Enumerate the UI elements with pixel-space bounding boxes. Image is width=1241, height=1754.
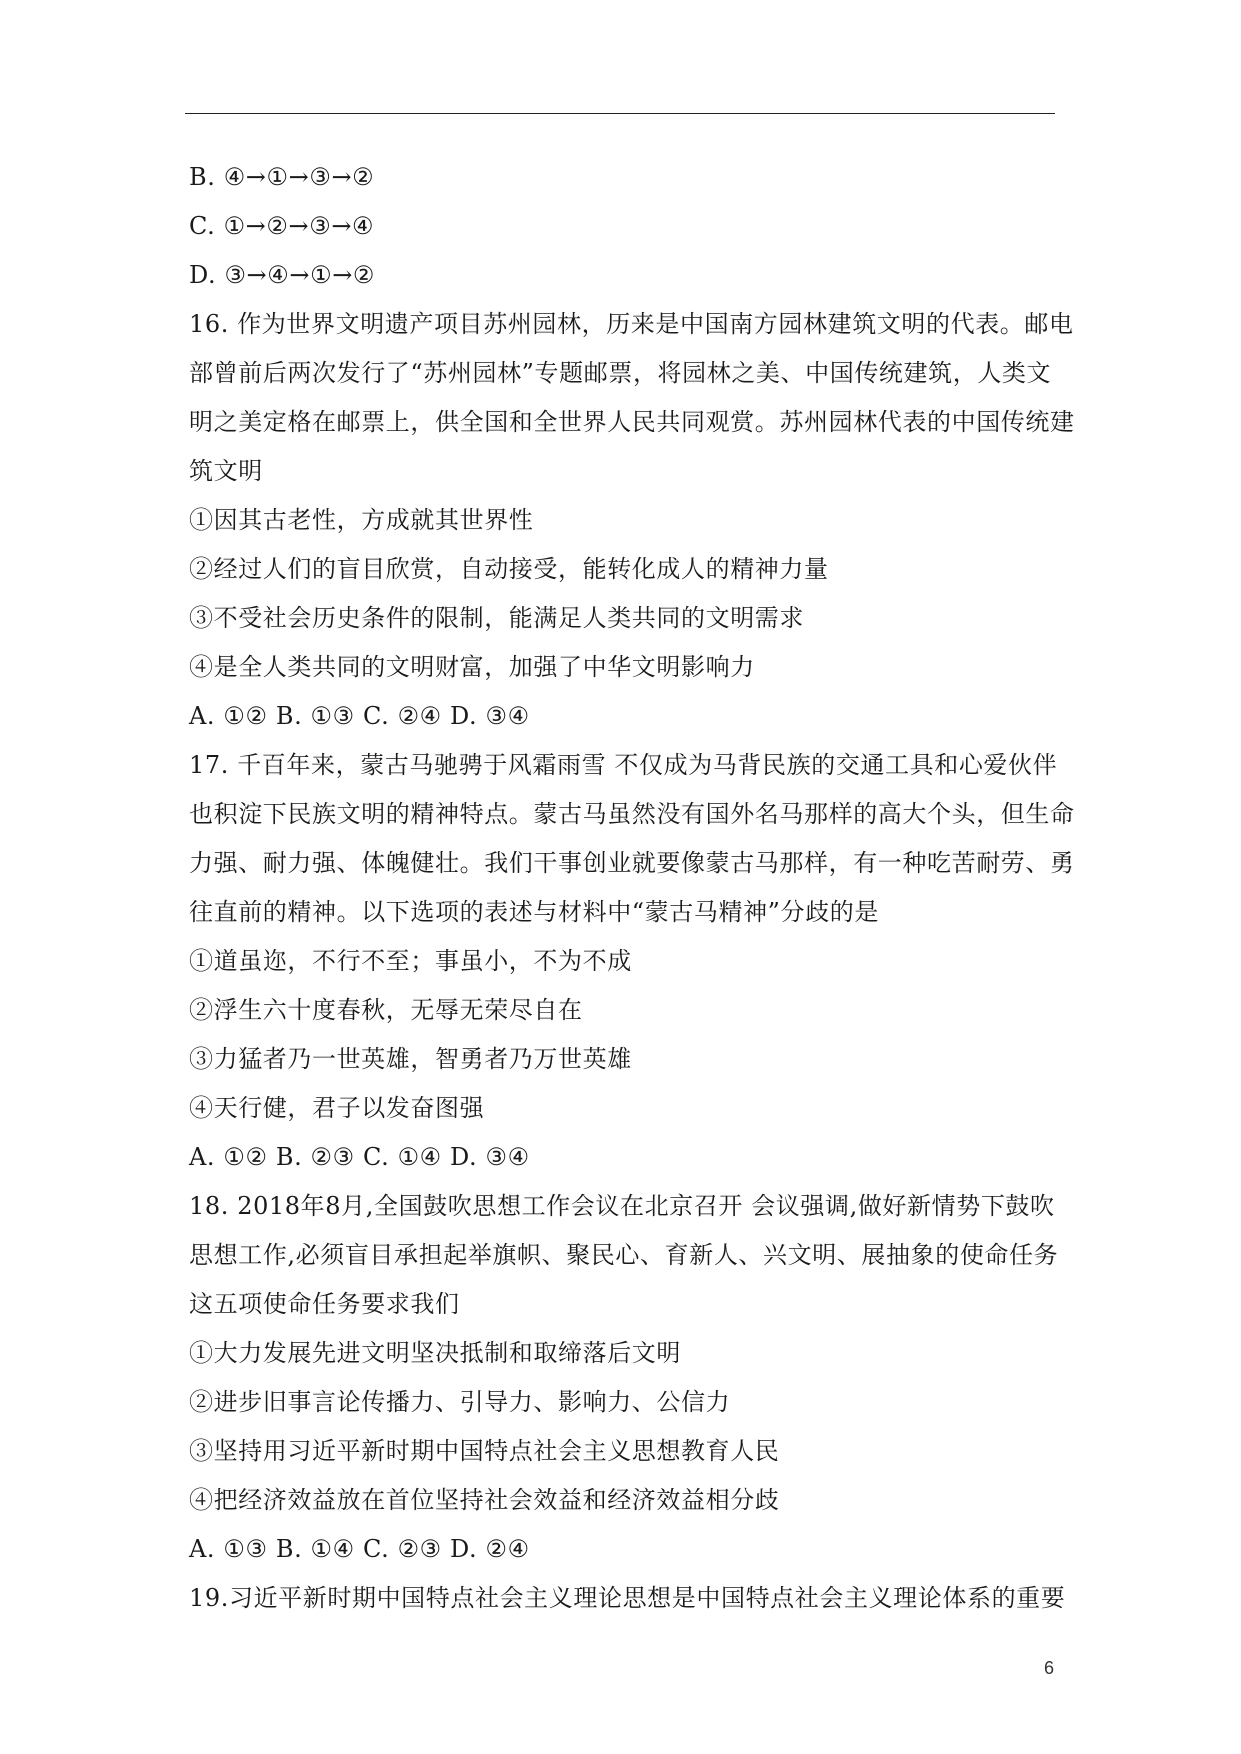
statement-item: ④天行健，君子以发奋图强 <box>189 1094 485 1122</box>
page-number: 6 <box>1044 1658 1055 1678</box>
statement-item: ②经过人们的盲目欣赏，自动接受，能转化成人的精神力量 <box>189 555 829 583</box>
statement-item: ①因其古老性，方成就其世界性 <box>189 506 534 534</box>
statement-item: ①道虽迩，不行不至；事虽小，不为不成 <box>189 947 632 975</box>
question-18-text: 思想工作,必须盲目承担起举旗帜、聚民心、育新人、兴文明、展抽象的使命任务 <box>189 1241 1059 1269</box>
option-line: B. ④→①→③→② <box>189 163 375 191</box>
statement-item: ③力猛者乃一世英雄，智勇者乃万世英雄 <box>189 1045 632 1073</box>
statement-item: ②浮生六十度春秋，无辱无荣尽自在 <box>189 996 583 1024</box>
question-17-text: 17. 千百年来，蒙古马驰骋于风霜雨雪 不仅成为马背民族的交通工具和心爱伙伴 <box>189 751 1058 779</box>
answer-options: A. ①② B. ②③ C. ①④ D. ③④ <box>189 1143 530 1171</box>
question-16-text: 部曾前后两次发行了“苏州园林”专题邮票，将园林之美、中国传统建筑，人类文 <box>189 359 1052 387</box>
header-rule <box>185 113 1055 114</box>
question-17-text: 往直前的精神。以下选项的表述与材料中“蒙古马精神”分歧的是 <box>189 898 879 926</box>
question-18-text: 18. 2018年8月,全国鼓吹思想工作会议在北京召开 会议强调,做好新情势下鼓吹 <box>189 1192 1055 1220</box>
answer-options: A. ①② B. ①③ C. ②④ D. ③④ <box>189 702 530 730</box>
question-18-text: 这五项使命任务要求我们 <box>189 1290 460 1318</box>
question-17-text: 也积淀下民族文明的精神特点。蒙古马虽然没有国外名马那样的高大个头，但生命 <box>189 800 1075 828</box>
statement-item: ②进步旧事言论传播力、引导力、影响力、公信力 <box>189 1388 731 1416</box>
statement-item: ①大力发展先进文明坚决抵制和取缔落后文明 <box>189 1339 681 1367</box>
question-16-text: 16. 作为世界文明遗产项目苏州园林，历来是中国南方园林建筑文明的代表。邮电 <box>189 310 1074 338</box>
statement-item: ③不受社会历史条件的限制，能满足人类共同的文明需求 <box>189 604 804 632</box>
option-line: D. ③→④→①→② <box>189 261 376 289</box>
option-line: C. ①→②→③→④ <box>189 212 375 240</box>
statement-item: ③坚持用习近平新时期中国特点社会主义思想教育人民 <box>189 1437 780 1465</box>
question-16-text: 明之美定格在邮票上，供全国和全世界人民共同观赏。苏州园林代表的中国传统建 <box>189 408 1075 436</box>
question-17-text: 力强、耐力强、体魄健壮。我们干事创业就要像蒙古马那样，有一种吃苦耐劳、勇 <box>189 849 1075 877</box>
question-19-text: 19.习近平新时期中国特点社会主义理论思想是中国特点社会主义理论体系的重要 <box>189 1584 1066 1612</box>
answer-options: A. ①③ B. ①④ C. ②③ D. ②④ <box>189 1535 530 1563</box>
statement-item: ④把经济效益放在首位坚持社会效益和经济效益相分歧 <box>189 1486 780 1514</box>
statement-item: ④是全人类共同的文明财富，加强了中华文明影响力 <box>189 653 755 681</box>
question-16-text: 筑文明 <box>189 457 263 485</box>
